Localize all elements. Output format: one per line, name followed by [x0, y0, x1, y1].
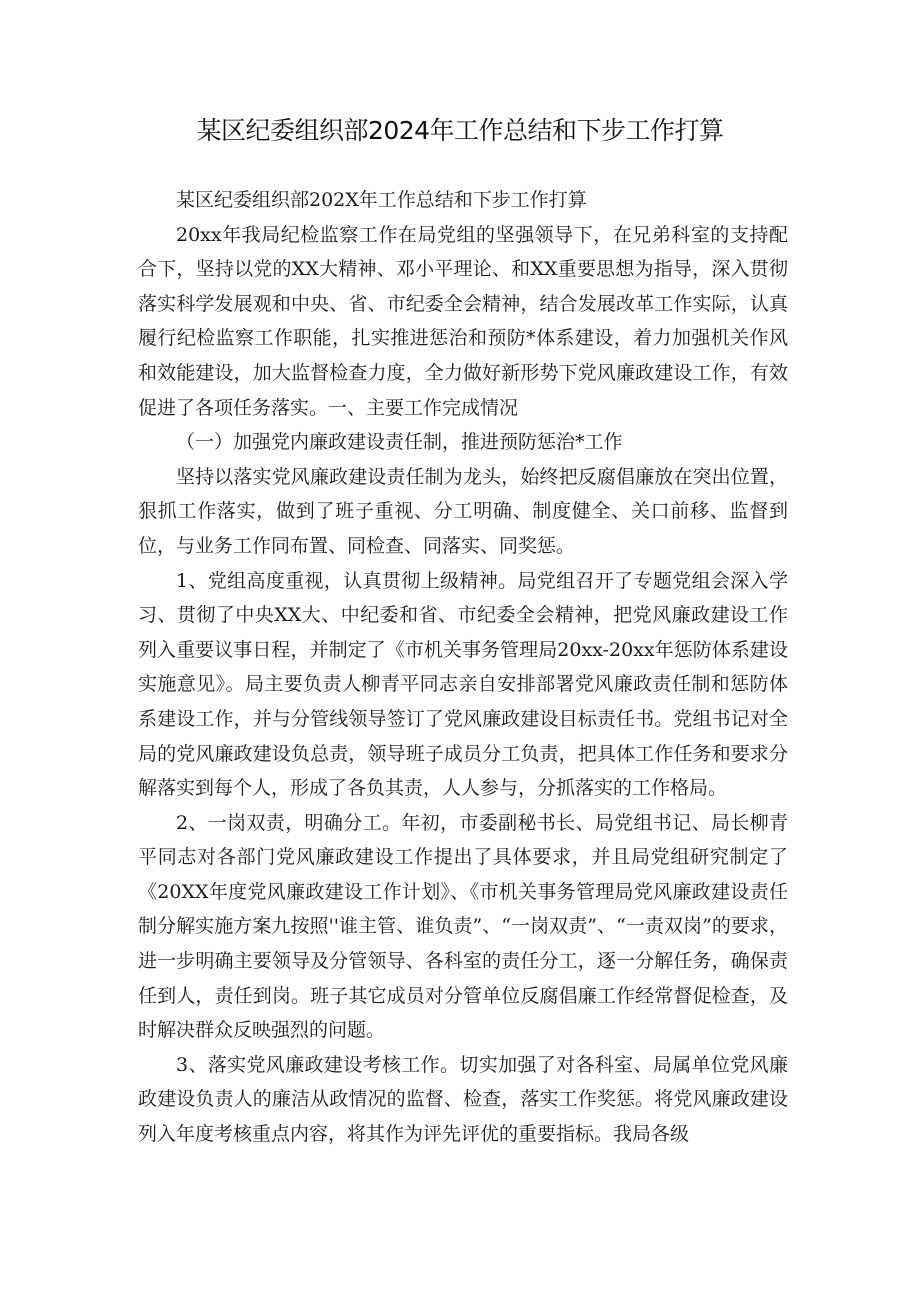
intro-paragraph: 20xx年我局纪检监察工作在局党组的坚强领导下，在兄弟科室的支持配合下，坚持以党的XX大精神、邓小平理论、和XX重要思想为指导，深入贯彻落实科学发展观和中央、省、市纪委全会精神，结合发展改革工作实际，认真履行纪检监察工作职能，扎实推进惩治和预防*体系建设，着力加强机关作风和效能建设，加大监督检查力度，全力做好新形势下党风廉政建设工作，有效促进了各项任务落实。一、主要工作完成情况	[138, 223, 788, 419]
item-paragraph-1: 1、党组高度重视，认真贯彻上级精神。局党组召开了专题党组会深入学习、贯彻了中央XX大、中纪委和省、市纪委全会精神，把党风廉政建设工作列入重要议事日程，并制定了《市机关事务管理局20xx-20xx年惩防体系建设实施意见》。局主要负责人柳青平同志亲自安排部署党风廉政责任制和惩防体系建设工作，并与分管线领导签订了党风廉政建设目标责任书。党组书记对全局的党风廉政建设负总责，领导班子成员分工负责，把具体工作任务和要求分解落实到每个人，形成了各负其责，人人参与，分抓落实的工作格局。	[138, 569, 788, 800]
document-body	[138, 183, 788, 1152]
item-paragraph-2: 2、一岗双责，明确分工。年初，市委副秘书长、局党组书记、局长柳青平同志对各部门党风廉政建设工作提出了具体要求，并且局党组研究制定了《20XX年度党风廉政建设工作计划》、《市机关事务管理局党风廉政建设责任制分解实施方案九按照''谁主管、谁负责”、“一岗双责”、“一责双岗”的要求，进一步明确主要领导及分管领导、各科室的责任分工，逐一分解任务，确保责任到人，责任到岗。班子其它成员对分管单位反腐倡廉工作经常督促检查，及时解决群众反映强烈的问题。	[138, 811, 788, 1042]
section-heading: （一）加强党内廉政建设责任制，推进预防惩治*工作	[176, 431, 623, 454]
document-title: 某区纪委组织部2024年工作总结和下步工作打算	[196, 116, 724, 145]
subtitle-paragraph: 某区纪委组织部202X年工作总结和下步工作打算	[176, 189, 587, 211]
item-paragraph-3: 3、落实党风廉政建设考核工作。切实加强了对各科室、局属单位党风廉政建设负责人的廉洁从政情况的监督、检查，落实工作奖惩。将党风廉政建设列入年度考核重点内容，将其作为评先评优的重要指标。我局各级	[138, 1053, 788, 1146]
section-paragraph: 坚持以落实党风廉政建设责任制为龙头，始终把反腐倡廉放在突出位置，狠抓工作落实，做到了班子重视、分工明确、制度健全、关口前移、监督到位，与业务工作同布置、同检查、同落实、同奖惩。	[138, 465, 788, 557]
